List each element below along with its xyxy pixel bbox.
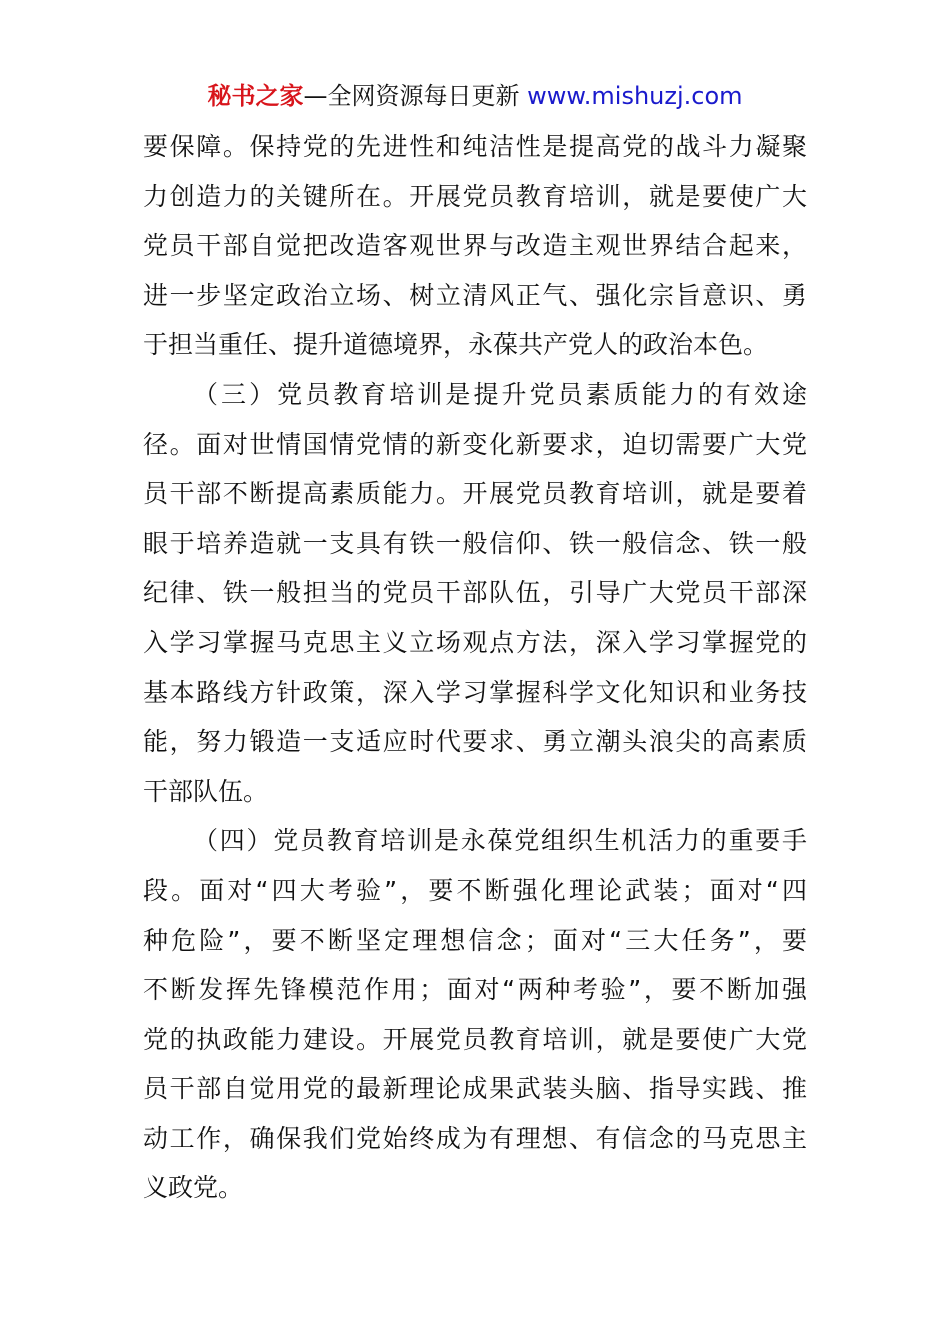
text-line: 入学习掌握马克思主义立场观点方法，深入学习掌握党的	[143, 627, 807, 657]
text-line: 眼于培养造就一支具有铁一般信仰、铁一般信念、铁一般	[143, 528, 807, 558]
text-line: 力创造力的关键所在。开展党员教育培训，就是要使广大	[143, 181, 807, 211]
text-line: 员干部不断提高素质能力。开展党员教育培训，就是要着	[143, 479, 807, 509]
document-body	[143, 122, 807, 1213]
text-line: 基本路线方针政策，深入学习掌握科学文化知识和业务技	[143, 677, 807, 707]
text-line: 种危险”，要不断坚定理想信念；面对“三大任务”，要	[143, 925, 807, 955]
text-line: 于担当重任、提升道德境界，永葆共产党人的政治本色。	[143, 330, 769, 360]
text-line: 进一步坚定政治立场、树立清风正气、强化宗旨意识、勇	[143, 280, 807, 310]
text-line: 动工作，确保我们党始终成为有理想、有信念的马克思主	[143, 1123, 807, 1153]
text-line: 径。面对世情国情党情的新变化新要求，迫切需要广大党	[143, 429, 807, 459]
text-line: 干部队伍。	[143, 776, 269, 806]
site-tagline: —全网资源每日更新	[303, 82, 528, 110]
text-line: 员干部自觉用党的最新理论成果武装头脑、指导实践、推	[143, 1074, 807, 1104]
site-url[interactable]: www.mishuzj.com	[527, 82, 743, 110]
text-line: 纪律、铁一般担当的党员干部队伍，引导广大党员干部深	[143, 578, 807, 608]
text-line: 党的执政能力建设。开展党员教育培训，就是要使广大党	[143, 1024, 807, 1054]
text-line: 要保障。保持党的先进性和纯洁性是提高党的战斗力凝聚	[143, 132, 807, 161]
text-line: （三）党员教育培训是提升党员素质能力的有效途	[193, 379, 807, 409]
text-line: （四）党员教育培训是永葆党组织生机活力的重要手	[193, 826, 807, 856]
text-line: 不断发挥先锋模范作用；面对“两种考验”，要不断加强	[143, 975, 807, 1005]
text-line: 义政党。	[143, 1173, 244, 1203]
text-line: 段。面对“四大考验”，要不断强化理论武装；面对“四	[143, 875, 807, 905]
page-header	[0, 80, 950, 112]
text-line: 党员干部自觉把改造客观世界与改造主观世界结合起来，	[143, 231, 807, 261]
site-brand: 秘书之家	[207, 82, 304, 110]
text-line: 能，努力锻造一支适应时代要求、勇立潮头浪尖的高素质	[143, 727, 807, 757]
